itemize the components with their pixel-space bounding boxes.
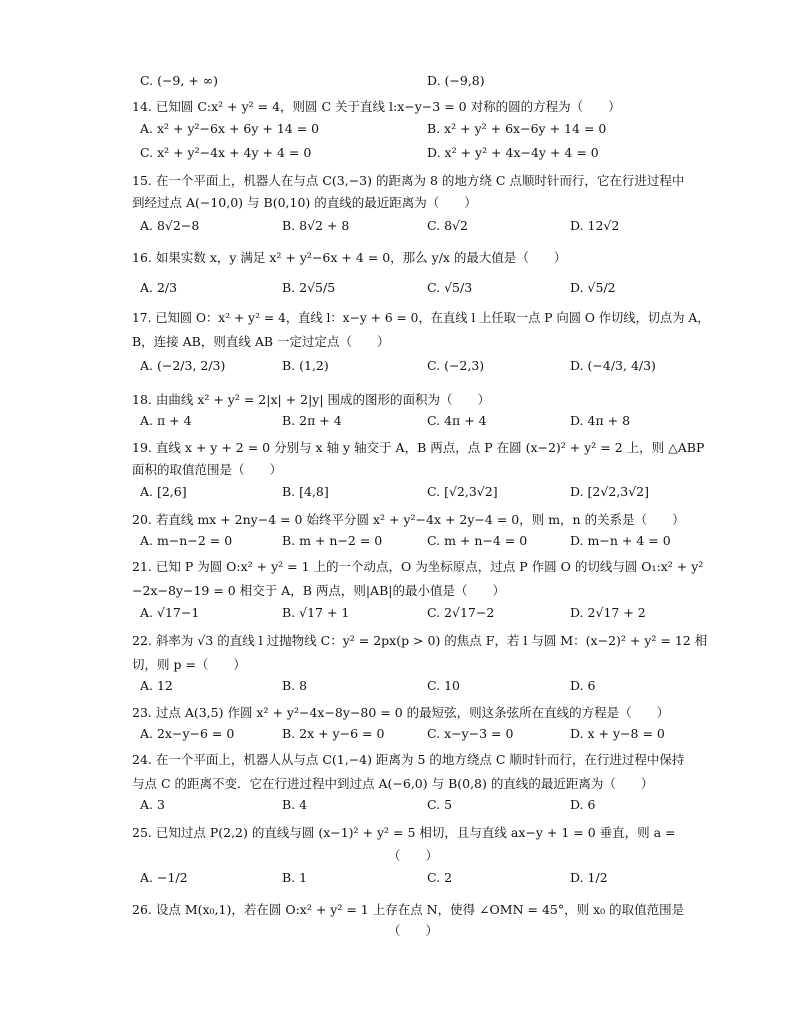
q17-options: [140, 358, 720, 378]
q18-option-a: A. π + 4: [140, 413, 192, 428]
q14-options-row2: [140, 145, 720, 165]
q13-options: [140, 73, 720, 93]
q25-options: [140, 870, 720, 890]
q25-option-b: B. 1: [282, 870, 308, 885]
q25-answer-bracket: （ ）: [388, 848, 439, 863]
q19-stem-line1: 19. 直线 x + y + 2 = 0 分别与 x 轴 y 轴交于 A，B 两点，点 P 在圆 (x−2)² + y² = 2 上，则 △ABP: [132, 440, 705, 455]
q14-option-c: C. x² + y²−4x + 4y + 4 = 0: [140, 145, 312, 160]
q26-stem-line1: 26. 设点 M(x₀,1)，若在圆 O:x² + y² = 1 上存在点 N，使得 ∠OMN = 45°，则 x₀ 的取值范围是: [132, 902, 685, 917]
q15-options: [140, 218, 720, 238]
q14-option-d: D. x² + y² + 4x−4y + 4 = 0: [427, 145, 599, 160]
q16-option-a: A. 2/3: [140, 280, 178, 295]
q18-option-d: D. 4π + 8: [570, 413, 631, 428]
q25-option-a: A. −1/2: [140, 870, 188, 885]
q24-options: [140, 797, 720, 817]
q23-option-c: C. x−y−3 = 0: [427, 726, 514, 741]
q24-option-b: B. 4: [282, 797, 308, 812]
q22-stem-line1: 22. 斜率为 √3 的直线 l 过抛物线 C：y² = 2px(p > 0) 的焦点 F，若 l 与圆 M：(x−2)² + y² = 12 相: [132, 633, 708, 648]
q23-option-d: D. x + y−8 = 0: [570, 726, 665, 741]
q23-option-a: A. 2x−y−6 = 0: [140, 726, 235, 741]
q25-option-d: D. 1/2: [570, 870, 608, 885]
q15-option-b: B. 8√2 + 8: [282, 218, 350, 233]
q19-option-c: C. [√2,3√2]: [427, 484, 498, 499]
q15-option-c: C. 8√2: [427, 218, 468, 233]
q24-stem-line2: 与点 C 的距离不变．它在行进过程中到过点 A(−6,0) 与 B(0,8) 的直线的最近距离为（ ）: [132, 776, 654, 791]
q21-option-b: B. √17 + 1: [282, 605, 350, 620]
q20-option-c: C. m + n−4 = 0: [427, 533, 528, 548]
q17-stem-line1: 17. 已知圆 O：x² + y² = 4，直线 l：x−y + 6 = 0，在直线 l 上任取一点 P 向圆 O 作切线，切点为 A，: [132, 311, 710, 325]
q16-option-b: B. 2√5/5: [282, 280, 336, 295]
q19-option-d: D. [2√2,3√2]: [570, 484, 649, 499]
q23-stem: 23. 过点 A(3,5) 作圆 x² + y²−4x−8y−80 = 0 的最短弦，则这条弦所在直线的方程是（ ）: [132, 705, 670, 720]
q24-option-d: D. 6: [570, 797, 596, 812]
q20-stem: 20. 若直线 mx + 2ny−4 = 0 始终平分圆 x² + y²−4x + 2y−4 = 0，则 m，n 的关系是（ ）: [132, 512, 685, 527]
q23-options: [140, 726, 720, 746]
q20-option-a: A. m−n−2 = 0: [140, 533, 233, 548]
q17-option-d: D. (−4/3, 4/3): [570, 358, 656, 373]
q21-stem-line1: 21. 已知 P 为圆 O:x² + y² = 1 上的一个动点，O 为坐标原点，过点 P 作圆 O 的切线与圆 O₁:x² + y²: [132, 559, 704, 574]
q22-options: [140, 678, 720, 698]
q22-option-a: A. 12: [140, 678, 173, 693]
q19-options: [140, 484, 720, 504]
q16-option-c: C. √5/3: [427, 280, 473, 295]
q22-stem-line2: 切，则 p =（ ）: [132, 657, 246, 672]
q17-stem-line2: B，连接 AB，则直线 AB 一定过定点（ ）: [132, 334, 390, 349]
q16-options: [140, 280, 720, 300]
q14-stem: 14. 已知圆 C:x² + y² = 4，则圆 C 关于直线 l:x−y−3 = 0 对称的圆的方程为（ ）: [132, 99, 621, 114]
q26-answer-bracket: （ ）: [388, 923, 439, 938]
q13-option-d: D. (−9,8): [427, 73, 485, 88]
q24-option-c: C. 5: [427, 797, 453, 812]
q14-option-b: B. x² + y² + 6x−6y + 14 = 0: [427, 121, 607, 136]
q21-option-d: D. 2√17 + 2: [570, 605, 646, 620]
q25-option-c: C. 2: [427, 870, 453, 885]
q18-stem: 18. 由曲线 x² + y² = 2|x| + 2|y| 围成的图形的面积为（ ）: [132, 392, 491, 407]
q20-option-d: D. m−n + 4 = 0: [570, 533, 671, 548]
q19-option-a: A. [2,6]: [140, 484, 187, 499]
q21-stem-line2: −2x−8y−19 = 0 相交于 A，B 两点，则|AB|的最小值是（ ）: [132, 583, 505, 598]
q15-stem-line2: 到经过点 A(−10,0) 与 B(0,10) 的直线的最近距离为（ ）: [132, 195, 477, 210]
q19-stem-line2: 面积的取值范围是（ ）: [132, 462, 283, 477]
q25-stem-line1: 25. 已知过点 P(2,2) 的直线与圆 (x−1)² + y² = 5 相切，且与直线 ax−y + 1 = 0 垂直，则 a =: [132, 825, 676, 840]
q18-option-c: C. 4π + 4: [427, 413, 487, 428]
q14-option-a: A. x² + y²−6x + 6y + 14 = 0: [140, 121, 320, 136]
q20-option-b: B. m + n−2 = 0: [282, 533, 383, 548]
q22-option-d: D. 6: [570, 678, 596, 693]
q16-option-d: D. √5/2: [570, 280, 616, 295]
q20-options: [140, 533, 720, 553]
q15-option-d: D. 12√2: [570, 218, 620, 233]
q17-option-b: B. (1,2): [282, 358, 329, 373]
q24-stem-line1: 24. 在一个平面上，机器人从与点 C(1,−4) 距离为 5 的地方绕点 C 顺时针而行，在行进过程中保持: [132, 752, 685, 767]
q22-option-c: C. 10: [427, 678, 460, 693]
q16-stem: 16. 如果实数 x，y 满足 x² + y²−6x + 4 = 0，那么 y/x 的最大值是（ ）: [132, 250, 567, 265]
q21-option-a: A. √17−1: [140, 605, 200, 620]
q21-options: [140, 605, 720, 625]
q21-option-c: C. 2√17−2: [427, 605, 495, 620]
q17-option-c: C. (−2,3): [427, 358, 485, 373]
q15-option-a: A. 8√2−8: [140, 218, 200, 233]
q24-option-a: A. 3: [140, 797, 165, 812]
q18-options: [140, 413, 720, 433]
q17-option-a: A. (−2/3, 2/3): [140, 358, 226, 373]
q22-option-b: B. 8: [282, 678, 308, 693]
q19-option-b: B. [4,8]: [282, 484, 329, 499]
q14-options-row1: [140, 121, 720, 141]
q13-option-c: C. (−9, + ∞): [140, 73, 219, 88]
q23-option-b: B. 2x + y−6 = 0: [282, 726, 385, 741]
q15-stem-line1: 15. 在一个平面上，机器人在与点 C(3,−3) 的距离为 8 的地方绕 C 点顺时针而行，它在行进过程中: [132, 173, 685, 188]
q18-option-b: B. 2π + 4: [282, 413, 342, 428]
